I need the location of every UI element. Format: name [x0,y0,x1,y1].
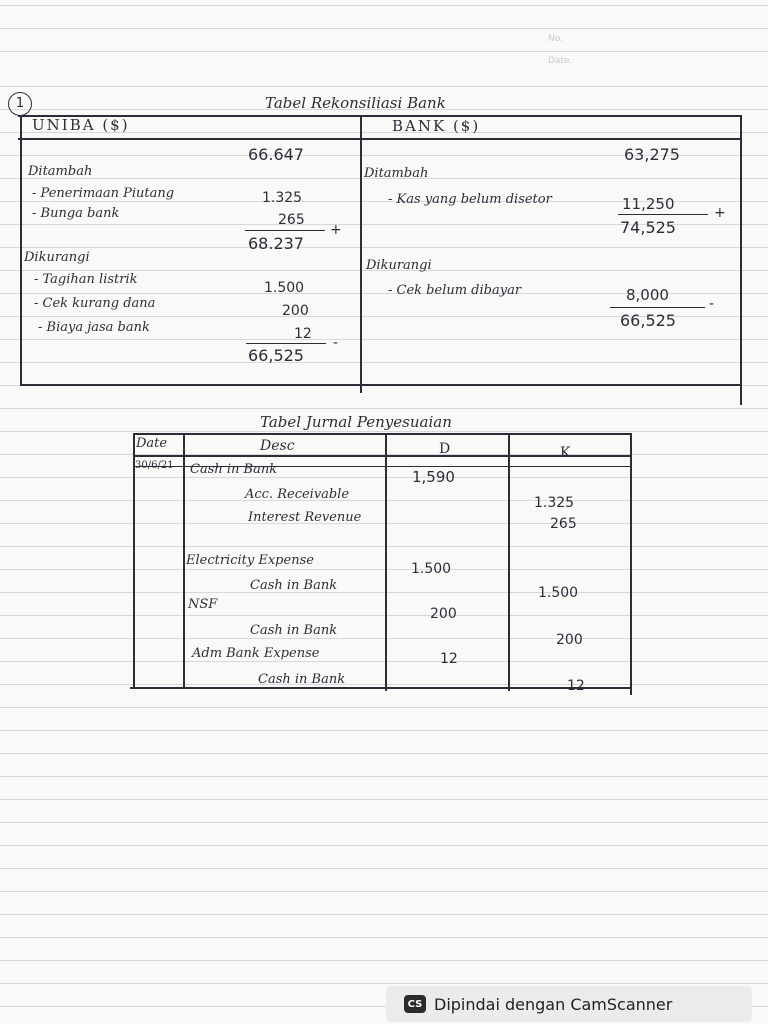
right-add-item-1-amount: 11,250 [622,195,675,213]
row-desc: Cash in Bank [190,462,278,477]
left-add-item-2-amount: 265 [278,212,305,228]
left-less-label: Dikurangi [24,250,90,265]
row-debit: 200 [430,606,457,622]
camscanner-logo-icon: CS [404,995,426,1013]
left-less-item-1-amount: 1.500 [264,280,305,296]
right-add-label: Ditambah [364,166,429,181]
row-desc: Cash in Bank [258,672,346,687]
right-header: BANK ($) [392,117,481,135]
left-header: UNIBA ($) [32,116,130,134]
left-opening-balance: 66.647 [248,145,304,164]
right-less-item-1-label: - Cek belum dibayar [388,283,522,298]
right-less-label: Dikurangi [366,258,432,273]
row-credit: 265 [550,516,577,532]
row-debit: 1,590 [412,468,455,486]
row-desc: Cash in Bank [250,623,338,638]
row-desc: Acc. Receivable [245,487,350,502]
entry-date: 30/6/21 [135,460,174,471]
scanner-watermark [386,986,752,1022]
section-number: 1 [8,92,32,116]
row-desc: Electricity Expense [186,553,314,568]
right-subtotal: 74,525 [620,218,676,237]
row-desc: Adm Bank Expense [192,646,320,661]
row-credit: 12 [567,678,585,694]
row-desc: Cash in Bank [250,578,338,593]
left-add-item-1-amount: 1.325 [262,190,303,206]
header-debit: D [439,441,451,457]
right-less-item-1-amount: 8,000 [626,286,669,304]
right-opening-balance: 63,275 [624,145,680,164]
watermark-text: Dipindai dengan CamScanner [434,994,673,1014]
left-less-item-2-amount: 200 [282,303,309,319]
reconciliation-title: Tabel Rekonsiliasi Bank [265,94,446,112]
row-credit: 1.325 [534,495,575,511]
row-debit: 12 [440,651,458,667]
plus-sign: + [330,222,342,238]
row-desc: NSF [188,597,218,612]
date-label: Date. [548,56,573,66]
header-credit: K [560,445,571,461]
right-add-item-1-label: - Kas yang belum disetor [388,192,552,207]
row-debit: 1.500 [411,561,452,577]
left-less-item-3-amount: 12 [294,326,312,342]
page-number-label: No. [548,34,563,44]
left-less-item-1-label: - Tagihan listrik [34,272,138,287]
left-less-item-2-label: - Cek kurang dana [34,296,156,311]
header-date: Date [136,436,168,451]
row-desc: Interest Revenue [248,510,362,525]
left-add-item-2-label: - Bunga bank [32,206,120,221]
journal-title: Tabel Jurnal Penyesuaian [260,413,452,431]
left-less-item-3-label: - Biaya jasa bank [38,320,150,335]
row-credit: 1.500 [538,585,579,601]
row-credit: 200 [556,632,583,648]
left-add-item-1-label: - Penerimaan Piutang [32,186,175,201]
right-total: 66,525 [620,311,676,330]
header-desc: Desc [260,438,295,454]
left-total: 66,525 [248,346,304,365]
left-add-label: Ditambah [28,164,93,179]
minus-sign: - [709,296,715,312]
plus-sign: + [714,205,726,221]
left-subtotal: 68.237 [248,234,304,253]
minus-sign: - [333,335,339,351]
